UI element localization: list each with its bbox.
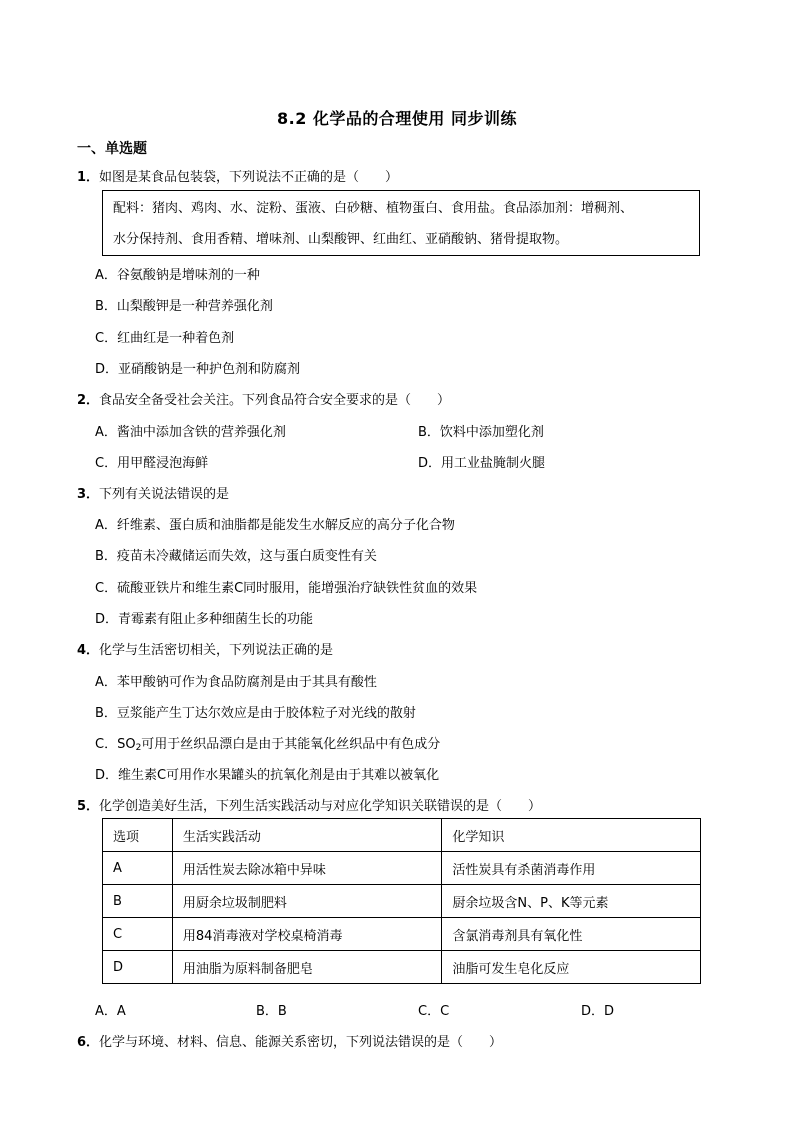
table-cell: A <box>103 852 173 885</box>
option-c: C．C <box>418 1004 450 1019</box>
question-2 <box>77 389 450 408</box>
option-b: B．豆浆能产生丁达尔效应是由于胶体粒子对光线的散射 <box>95 706 416 721</box>
question-1 <box>77 166 398 185</box>
option-a: A．纤维素、蛋白质和油脂都是能发生水解反应的高分子化合物 <box>95 518 455 533</box>
option-d: D．用工业盐腌制火腿 <box>418 456 546 471</box>
table-cell: 用厨余垃圾制肥料 <box>172 885 442 918</box>
table-cell: 用活性炭去除冰箱中异味 <box>172 852 442 885</box>
subscript-2: 2 <box>135 743 142 753</box>
option-b: B．山梨酸钾是一种营养强化剂 <box>95 299 273 314</box>
table-cell: B <box>103 885 173 918</box>
header-cell: 生活实践活动 <box>172 819 442 852</box>
table-row <box>103 918 701 951</box>
question-3 <box>77 483 229 502</box>
option-c: C．硫酸亚铁片和维生素C同时服用，能增强治疗缺铁性贫血的效果 <box>95 581 478 596</box>
question-stem: 下列有关说法错误的是 <box>99 487 230 502</box>
table-row <box>103 852 701 885</box>
question-number: 4． <box>77 643 100 658</box>
option-c: C．用甲醛浸泡海鲜 <box>95 456 209 471</box>
option-a: A．谷氨酸钠是增味剂的一种 <box>95 268 260 283</box>
table-cell: 油脂可发生皂化反应 <box>442 951 701 984</box>
question-4 <box>77 639 333 658</box>
option-d: D．青霉素有阻止多种细菌生长的功能 <box>95 612 314 627</box>
table-header-row <box>103 819 701 852</box>
question-stem: 如图是某食品包装袋，下列说法不正确的是（ ） <box>99 170 399 185</box>
option-b: B．饮料中添加塑化剂 <box>418 425 544 440</box>
option-c-prefix: C．SO <box>95 737 136 752</box>
question-number: 6． <box>77 1035 100 1050</box>
table-cell: C <box>103 918 173 951</box>
option-d: D．亚硝酸钠是一种护色剂和防腐剂 <box>95 362 301 377</box>
option-a: A．苯甲酸钠可作为食品防腐剂是由于其具有酸性 <box>95 675 377 690</box>
option-c-text: 可用于丝织品漂白是由于其能氧化丝织品中有色成分 <box>141 737 441 752</box>
table-cell: 含氯消毒剂具有氧化性 <box>442 918 701 951</box>
question-5 <box>77 795 541 814</box>
option-a: A．A <box>95 1004 126 1019</box>
ingredients-line-1: 配料：猪肉、鸡肉、水、淀粉、蛋液、白砂糖、植物蛋白、食用盐。食品添加剂：增稠剂、 <box>113 201 634 216</box>
option-d: D．D <box>581 1004 615 1019</box>
page-title: 8.2 化学品的合理使用 同步训练 <box>277 109 517 128</box>
table-cell: D <box>103 951 173 984</box>
section-heading: 一、单选题 <box>77 141 147 157</box>
table-cell: 活性炭具有杀菌消毒作用 <box>442 852 701 885</box>
option-a: A．酱油中添加含铁的营养强化剂 <box>95 425 286 440</box>
ingredients-line-2: 水分保持剂、食用香精、增味剂、山梨酸钾、红曲红、亚硝酸钠、猪骨提取物。 <box>113 232 569 247</box>
ingredients-box <box>102 190 700 256</box>
question-6 <box>77 1031 502 1050</box>
knowledge-table <box>102 818 701 984</box>
header-cell: 选项 <box>103 819 173 852</box>
option-c <box>95 733 440 752</box>
option-b: B．疫苗未冷藏储运而失效，这与蛋白质变性有关 <box>95 549 377 564</box>
question-stem: 化学与生活密切相关，下列说法正确的是 <box>99 643 334 658</box>
question-stem: 食品安全备受社会关注。下列食品符合安全要求的是（ ） <box>99 393 451 408</box>
question-number: 1． <box>77 170 100 185</box>
question-number: 2． <box>77 393 100 408</box>
question-stem: 化学创造美好生活，下列生活实践活动与对应化学知识关联错误的是（ ） <box>99 799 542 814</box>
table-cell: 用84消毒液对学校桌椅消毒 <box>172 918 442 951</box>
question-stem: 化学与环境、材料、信息、能源关系密切，下列说法错误的是（ ） <box>99 1035 503 1050</box>
option-b: B．B <box>256 1004 287 1019</box>
question-number: 5． <box>77 799 100 814</box>
question-number: 3． <box>77 487 100 502</box>
table-row <box>103 951 701 984</box>
table-cell: 厨余垃圾含N、P、K等元素 <box>442 885 701 918</box>
header-cell: 化学知识 <box>442 819 701 852</box>
option-c: C．红曲红是一种着色剂 <box>95 331 235 346</box>
table-cell: 用油脂为原料制备肥皂 <box>172 951 442 984</box>
table-row <box>103 885 701 918</box>
option-d: D．维生素C可用作水果罐头的抗氧化剂是由于其难以被氧化 <box>95 768 440 783</box>
